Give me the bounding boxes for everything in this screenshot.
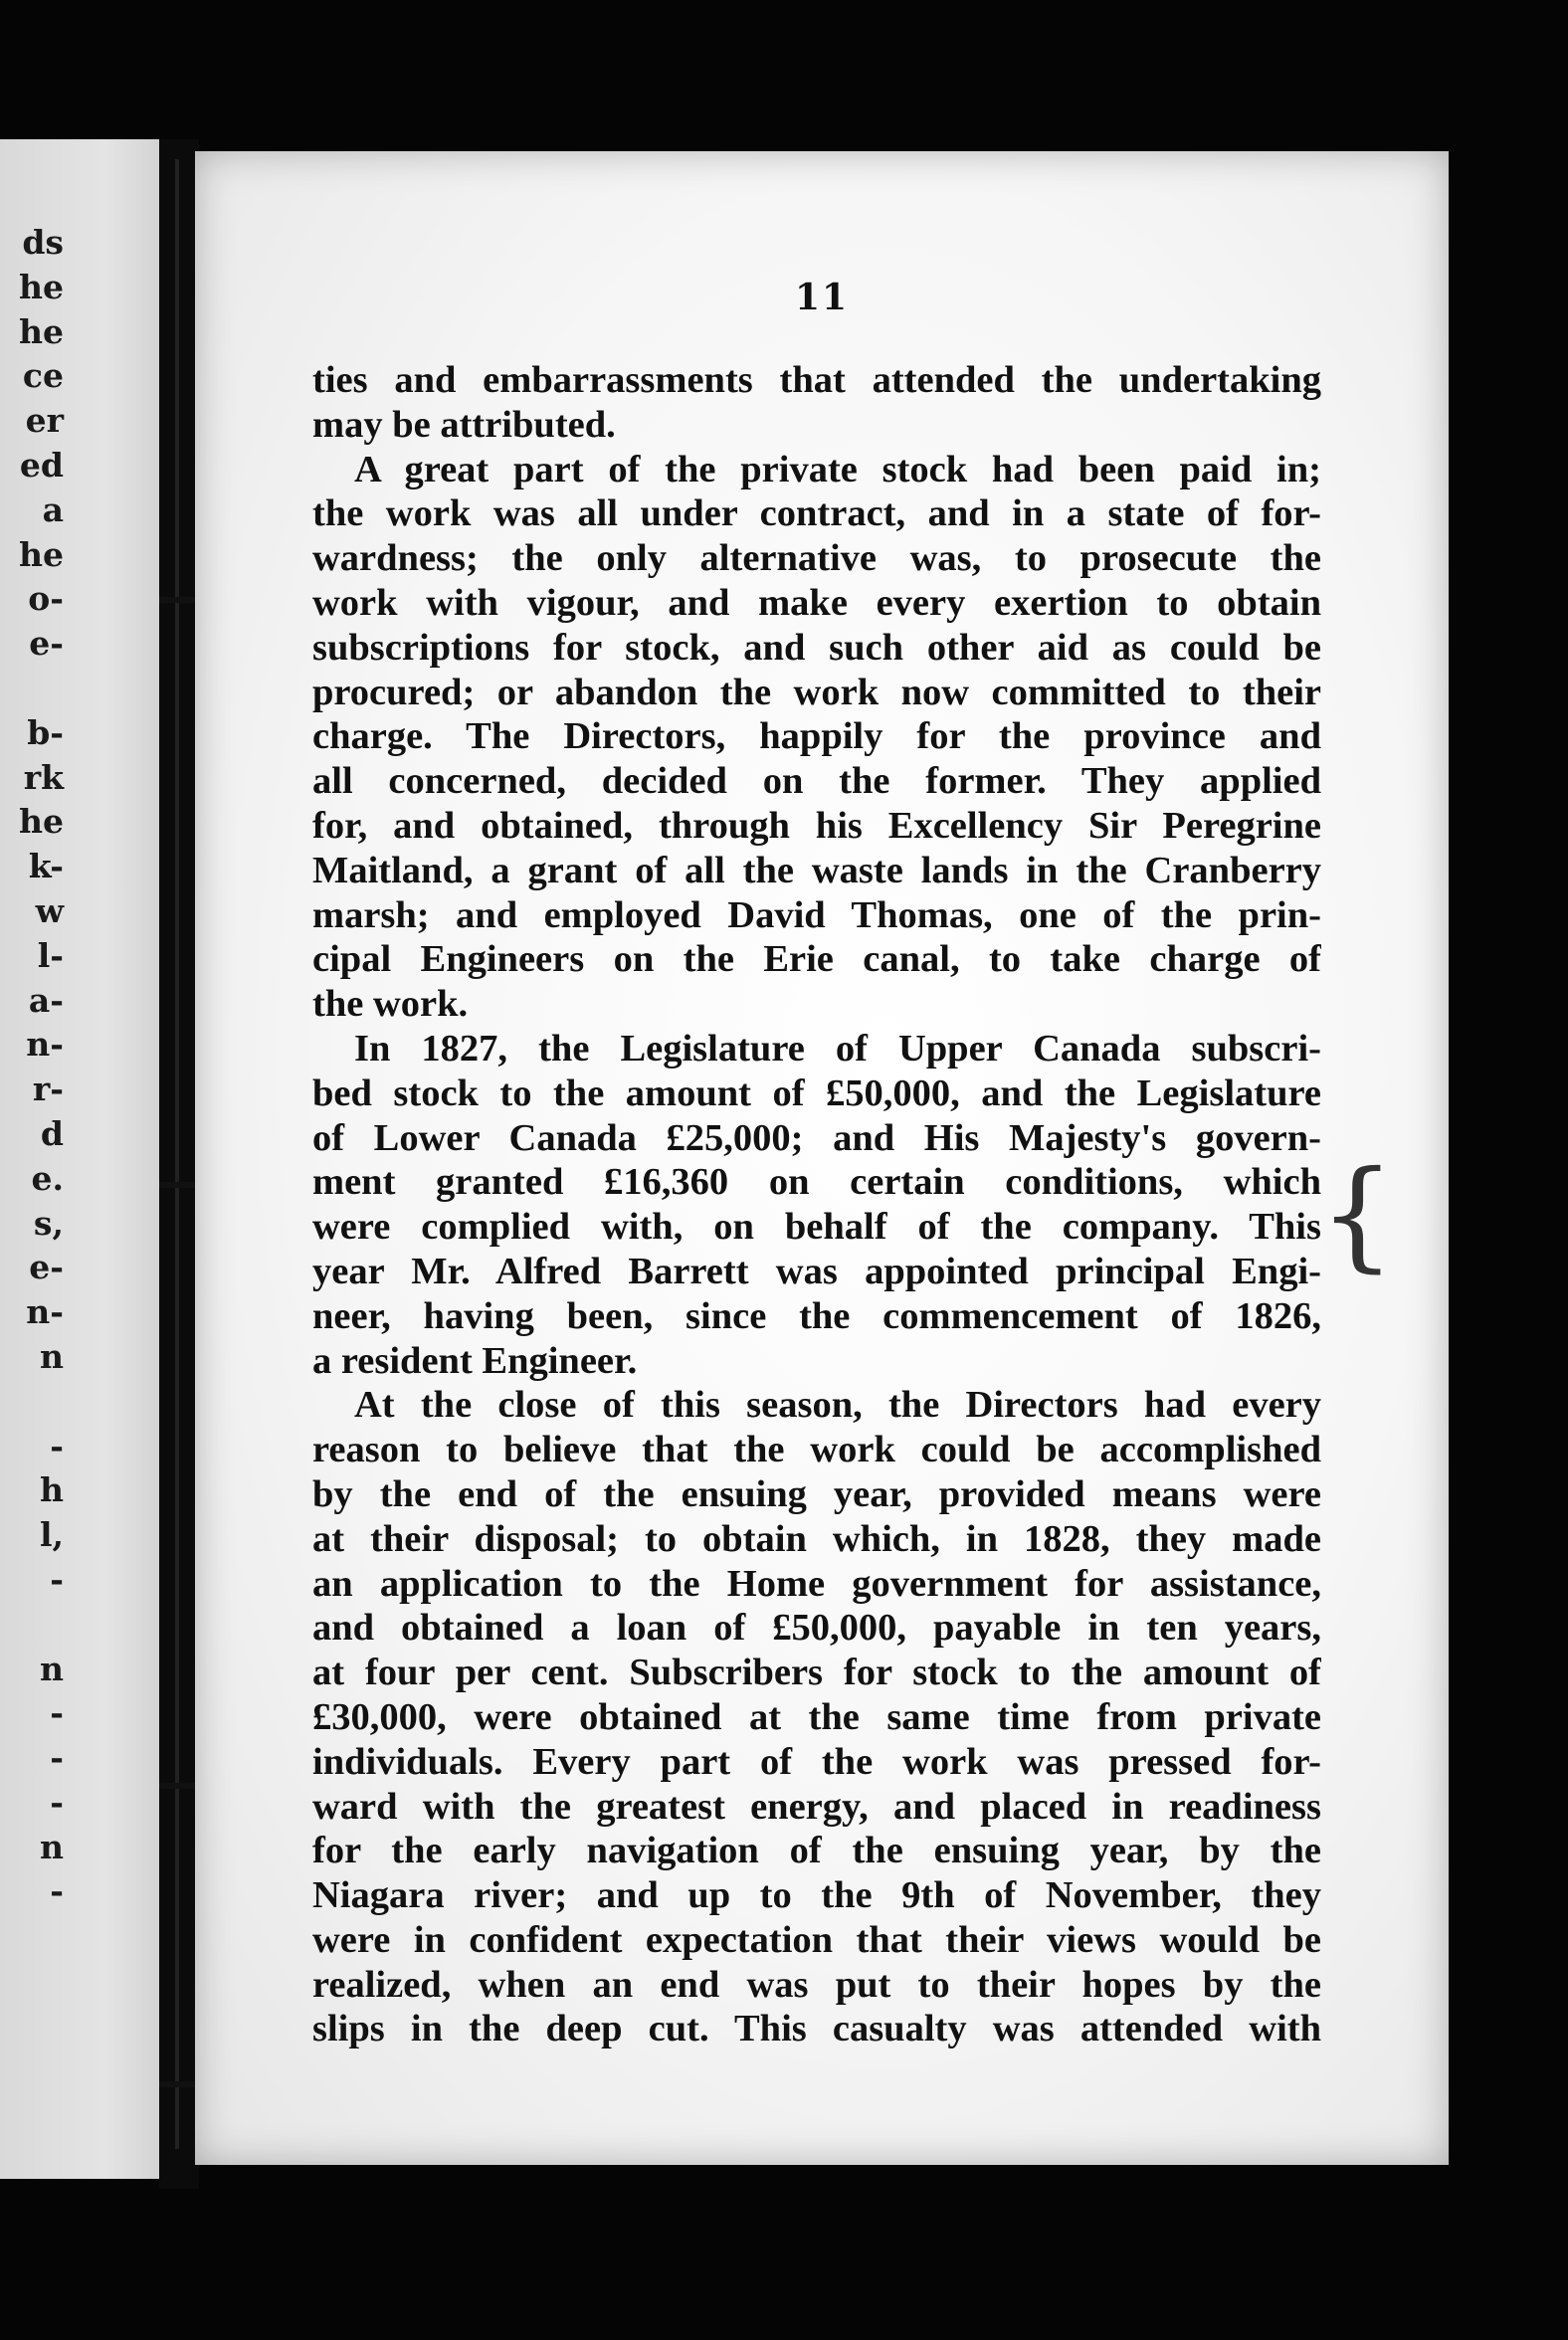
previous-page-fragment-text: n- xyxy=(26,1025,64,1065)
previous-page-fragment-text xyxy=(0,1603,70,1648)
page-number: 11 xyxy=(794,277,850,318)
previous-page-fragment-text: r- xyxy=(32,1070,64,1109)
text-line: ties and embarrassments that attended the undertaking xyxy=(312,359,1321,401)
text-line: ment granted £16,360 on certain conditions, which xyxy=(312,1161,1321,1204)
previous-page-fragment-text: er xyxy=(25,401,64,441)
previous-page-fragment-text: n xyxy=(40,1827,64,1866)
text-line: A great part of the private stock had been paid in; xyxy=(354,448,1321,490)
text-line: Niagara river; and up to the 9th of November, they xyxy=(312,1874,1321,1917)
previous-page-fragment-text xyxy=(0,667,70,711)
text-line: for the early navigation of the ensuing year, by the xyxy=(312,1830,1321,1872)
text-line: charge. The Directors, happily for the province and xyxy=(312,715,1321,758)
text-line: were in confident expectation that their views would be xyxy=(312,1918,1321,1961)
previous-page-fragment-text: d xyxy=(40,1113,64,1153)
previous-page-fragment-text: l- xyxy=(37,935,64,975)
previous-page-fragment-text: - xyxy=(50,1426,64,1465)
text-line: of Lower Canada £25,000; and His Majesty's govern- xyxy=(312,1116,1321,1159)
binding-thread xyxy=(175,159,179,2149)
previous-page-fragment-text: - xyxy=(50,1693,64,1733)
text-line: wardness; the only alternative was, to prosecute the xyxy=(312,537,1321,580)
text-line: Maitland, a grant of all the waste lands in the Cranberry xyxy=(312,849,1321,891)
previous-page-fragment-text: a- xyxy=(28,980,64,1020)
previous-page-fragment-text: b- xyxy=(27,712,64,752)
text-line: by the end of the ensuing year, provided means were xyxy=(312,1472,1321,1515)
text-line: slips in the deep cut. This casualty was attended with xyxy=(312,2008,1321,2050)
previous-page-fragment-text: e. xyxy=(31,1158,64,1198)
previous-page-fragment-text: a xyxy=(42,489,64,529)
previous-page-fragment-text: n xyxy=(40,1336,64,1376)
previous-page-line-endings xyxy=(0,221,70,1914)
text-line: marsh; and employed David Thomas, one of the prin- xyxy=(312,893,1321,936)
previous-page-fragment-text: rk xyxy=(23,757,64,797)
previous-page-fragment-text: n xyxy=(40,1649,64,1688)
text-line: year Mr. Alfred Barrett was appointed principal Engi- xyxy=(312,1250,1321,1292)
previous-page-fragment-text: ds xyxy=(22,223,64,262)
text-line: may be attributed. xyxy=(312,403,616,446)
text-line: reason to believe that the work could be accomplished xyxy=(312,1429,1321,1471)
book-gutter xyxy=(159,139,199,2189)
previous-page-fragment-text: he xyxy=(19,267,64,306)
book-page xyxy=(195,151,1449,2165)
previous-page-fragment-text: - xyxy=(50,1738,64,1778)
previous-page-fragment-text: e- xyxy=(29,1248,64,1287)
text-line: an application to the Home government for assistance, xyxy=(312,1562,1321,1605)
text-line: procured; or abandon the work now committed to their xyxy=(312,671,1321,713)
text-line: and obtained a loan of £50,000, payable in ten years, xyxy=(312,1607,1321,1650)
previous-page-fragment-text: he xyxy=(19,802,64,842)
text-line: ward with the greatest energy, and placed in readiness xyxy=(312,1785,1321,1828)
previous-page-fragment-text: - xyxy=(50,1782,64,1822)
text-line: At the close of this season, the Directors had every xyxy=(354,1384,1321,1427)
body-text xyxy=(312,358,1321,2051)
previous-page-fragment-text: n- xyxy=(26,1292,64,1332)
text-line: realized, when an end was put to their hopes by the xyxy=(312,1963,1321,2006)
previous-page-fragment-text: - xyxy=(50,1871,64,1911)
text-line: In 1827, the Legislature of Upper Canada subscri- xyxy=(354,1027,1321,1070)
text-line: the work. xyxy=(312,983,469,1026)
text-line: were complied with, on behalf of the company. This xyxy=(312,1206,1321,1249)
previous-page-fragment-text: w xyxy=(35,890,64,930)
previous-page-fragment-text: - xyxy=(50,1559,64,1599)
previous-page-fragment-text: he xyxy=(19,534,64,574)
text-line: £30,000, were obtained at the same time from private xyxy=(312,1695,1321,1738)
previous-page-fragment-text: h xyxy=(40,1470,64,1510)
text-line: neer, having been, since the commencement of 1826, xyxy=(312,1294,1321,1337)
previous-page-fragment-text: s, xyxy=(33,1203,64,1243)
previous-page-fragment-text: ed xyxy=(19,445,64,485)
previous-page-fragment-text xyxy=(0,1380,70,1425)
margin-bracket-mark: { xyxy=(1319,1146,1396,1284)
text-line: bed stock to the amount of £50,000, and the Legislature xyxy=(312,1072,1321,1114)
text-line: individuals. Every part of the work was pressed for- xyxy=(312,1740,1321,1783)
previous-page-fragment-text: ce xyxy=(22,356,64,396)
previous-page-fragment-text: l, xyxy=(39,1515,64,1555)
text-line: for, and obtained, through his Excellency Sir Peregrine xyxy=(312,804,1321,847)
previous-page-fragment-text: o- xyxy=(28,579,64,619)
text-line: a resident Engineer. xyxy=(312,1339,638,1382)
text-line: at four per cent. Subscribers for stock to the amount of xyxy=(312,1652,1321,1694)
previous-page-fragment-text: e- xyxy=(29,624,64,664)
text-line: the work was all under contract, and in a state of for- xyxy=(312,492,1321,535)
text-line: subscriptions for stock, and such other aid as could be xyxy=(312,626,1321,669)
text-line: cipal Engineers on the Erie canal, to take charge of xyxy=(312,938,1321,981)
previous-page-fragment-text: he xyxy=(19,311,64,351)
text-line: work with vigour, and make every exertion to obtain xyxy=(312,581,1321,624)
text-line: at their disposal; to obtain which, in 1828, they made xyxy=(312,1517,1321,1560)
previous-page-fragment-text: k- xyxy=(28,847,64,886)
text-line: all concerned, decided on the former. They applied xyxy=(312,760,1321,803)
